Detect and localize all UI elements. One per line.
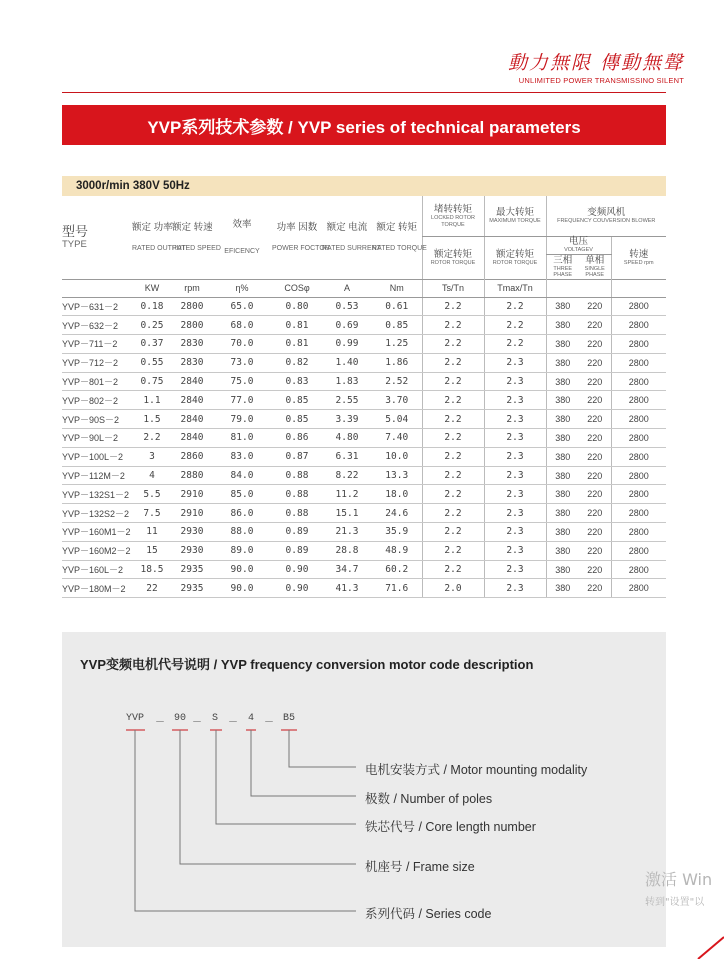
table-cell: 2880 xyxy=(172,466,212,485)
spec-condition-bar: 3000r/min 380V 50Hz xyxy=(62,176,666,196)
table-cell: 90.0 xyxy=(212,579,272,598)
table-cell: 4.80 xyxy=(322,429,372,448)
table-cell: 220 xyxy=(579,297,611,316)
table-cell: 71.6 xyxy=(372,579,422,598)
table-cell: 380 xyxy=(546,297,579,316)
code-sep-2: － xyxy=(192,718,202,729)
cell-type: YVP－90L－2 xyxy=(62,429,132,448)
table-cell: 2.55 xyxy=(322,391,372,410)
table-cell: 0.90 xyxy=(272,560,322,579)
table-cell: 22 xyxy=(132,579,172,598)
col-power-factor: 功率 因数 POWER FOCTOR xyxy=(272,196,322,279)
code-description-title: YVP变频电机代号说明 / YVP frequency conversion motor code description xyxy=(80,657,534,672)
col-blower-speed: 转速 SPEED rpm xyxy=(611,237,666,280)
unit-kw: KW xyxy=(132,279,172,297)
table-cell: 70.0 xyxy=(212,335,272,354)
table-cell: 0.89 xyxy=(272,541,322,560)
unit-rpm: rpm xyxy=(172,279,212,297)
col-efficiency: 效率 EFICENCY xyxy=(212,196,272,279)
table-cell: 220 xyxy=(579,410,611,429)
table-cell: 0.85 xyxy=(272,410,322,429)
table-cell: 0.25 xyxy=(132,316,172,335)
table-cell: 2.3 xyxy=(484,523,546,542)
table-cell: 2.2 xyxy=(422,391,484,410)
table-cell: 220 xyxy=(579,335,611,354)
table-cell: 1.5 xyxy=(132,410,172,429)
table-cell: 380 xyxy=(546,579,579,598)
table-cell: 1.83 xyxy=(322,372,372,391)
table-cell: 2.3 xyxy=(484,372,546,391)
table-cell: 73.0 xyxy=(212,353,272,372)
table-cell: 2935 xyxy=(172,579,212,598)
table-cell: 220 xyxy=(579,372,611,391)
table-cell: 0.61 xyxy=(372,297,422,316)
table-cell: 0.99 xyxy=(322,335,372,354)
code-sep-4: － xyxy=(264,718,274,729)
table-cell: 2.2 xyxy=(484,297,546,316)
table-cell: 220 xyxy=(579,560,611,579)
table-cell: 15.1 xyxy=(322,504,372,523)
code-part-frame: 90 xyxy=(174,713,187,724)
table-cell: 75.0 xyxy=(212,372,272,391)
legend-core: 铁芯代号 / Core length number xyxy=(365,820,536,834)
code-part-poles: 4 xyxy=(248,713,255,724)
table-cell: 77.0 xyxy=(212,391,272,410)
code-part-mounting: B5 xyxy=(283,713,296,724)
table-cell: 2.2 xyxy=(422,372,484,391)
col-voltage: 电压 VOLTAGEV xyxy=(546,237,611,255)
table-cell: 0.87 xyxy=(272,447,322,466)
table-cell: 35.9 xyxy=(372,523,422,542)
table-cell: 2.3 xyxy=(484,429,546,448)
table-cell: 79.0 xyxy=(212,410,272,429)
leader-core xyxy=(216,730,356,824)
watermark-line1: 激活 Win xyxy=(645,870,713,889)
table-cell: 83.0 xyxy=(212,447,272,466)
table-cell: 15 xyxy=(132,541,172,560)
table-cell: 220 xyxy=(579,316,611,335)
table-cell: 2.2 xyxy=(422,541,484,560)
table-cell: 4 xyxy=(132,466,172,485)
table-cell: 11.2 xyxy=(322,485,372,504)
table-cell: 0.83 xyxy=(272,372,322,391)
table-cell: 380 xyxy=(546,353,579,372)
table-cell: 7.5 xyxy=(132,504,172,523)
table-cell: 2.3 xyxy=(484,391,546,410)
table-cell: 21.3 xyxy=(322,523,372,542)
table-cell: 88.0 xyxy=(212,523,272,542)
table-cell: 34.7 xyxy=(322,560,372,579)
table-cell: 2.3 xyxy=(484,466,546,485)
table-cell: 220 xyxy=(579,447,611,466)
table-cell: 220 xyxy=(579,353,611,372)
watermark-line2: 转到"设置"以 xyxy=(645,897,705,908)
col-blower: 变频风机 FREQUENCY COUVERSION BLOWER xyxy=(546,196,666,237)
table-cell: 7.40 xyxy=(372,429,422,448)
table-cell: 0.85 xyxy=(372,316,422,335)
table-cell: 2.2 xyxy=(422,335,484,354)
table-cell: 2.2 xyxy=(422,504,484,523)
table-cell: 2.2 xyxy=(422,560,484,579)
table-cell: 2.2 xyxy=(422,429,484,448)
table-cell: 8.22 xyxy=(322,466,372,485)
table-cell: 380 xyxy=(546,372,579,391)
col-type: 型号 TYPE xyxy=(62,196,132,279)
table-cell: 5.04 xyxy=(372,410,422,429)
table-cell: 28.8 xyxy=(322,541,372,560)
brand-slogan-cn: 動力無限 傳動無聲 xyxy=(507,52,684,74)
table-cell: 2.3 xyxy=(484,410,546,429)
table-cell: 2800 xyxy=(611,466,666,485)
table-cell: 220 xyxy=(579,466,611,485)
table-cell: 2.2 xyxy=(422,447,484,466)
table-cell: 2.2 xyxy=(484,335,546,354)
table-cell: 18.5 xyxy=(132,560,172,579)
table-cell: 24.6 xyxy=(372,504,422,523)
table-cell: 380 xyxy=(546,541,579,560)
table-cell: 220 xyxy=(579,391,611,410)
leader-mounting xyxy=(289,730,356,767)
table-cell: 65.0 xyxy=(212,297,272,316)
table-cell: 2.0 xyxy=(422,579,484,598)
table-cell: 2840 xyxy=(172,391,212,410)
cell-type: YVP－132S1－2 xyxy=(62,485,132,504)
table-cell: 2.3 xyxy=(484,579,546,598)
col-rated-output: 额定 功率 RATED OUTPUT xyxy=(132,196,172,279)
table-cell: 85.0 xyxy=(212,485,272,504)
table-cell: 2800 xyxy=(611,391,666,410)
table-cell: 2.3 xyxy=(484,353,546,372)
table-cell: 2.2 xyxy=(422,466,484,485)
table-cell: 2930 xyxy=(172,523,212,542)
table-cell: 0.53 xyxy=(322,297,372,316)
table-cell: 220 xyxy=(579,523,611,542)
col-rated-speed: 额定 转速 RATED SPEED xyxy=(172,196,212,279)
table-cell: 2.52 xyxy=(372,372,422,391)
table-cell: 48.9 xyxy=(372,541,422,560)
table-cell: 380 xyxy=(546,523,579,542)
table-cell: 0.90 xyxy=(272,579,322,598)
table-cell: 60.2 xyxy=(372,560,422,579)
table-cell: 2.2 xyxy=(422,297,484,316)
table-cell: 2910 xyxy=(172,504,212,523)
table-cell: 2800 xyxy=(611,297,666,316)
table-cell: 68.0 xyxy=(212,316,272,335)
legend-mounting: 电机安装方式 / Motor mounting modality xyxy=(365,763,588,777)
table-cell: 380 xyxy=(546,410,579,429)
activation-watermark xyxy=(645,867,712,908)
corner-accent-icon xyxy=(694,937,724,959)
code-part-series: YVP xyxy=(126,713,145,724)
table-cell: 220 xyxy=(579,579,611,598)
table-cell: 2800 xyxy=(611,504,666,523)
table-cell: 86.0 xyxy=(212,504,272,523)
unit-nm: Nm xyxy=(372,279,422,297)
unit-cos: COSφ xyxy=(272,279,322,297)
table-cell: 2840 xyxy=(172,372,212,391)
table-cell: 5.5 xyxy=(132,485,172,504)
table-cell: 2800 xyxy=(611,579,666,598)
table-cell: 380 xyxy=(546,485,579,504)
table-cell: 2.3 xyxy=(484,560,546,579)
table-cell: 2800 xyxy=(611,447,666,466)
leader-frame xyxy=(180,730,356,864)
table-cell: 0.55 xyxy=(132,353,172,372)
table-cell: 6.31 xyxy=(322,447,372,466)
table-cell: 2.2 xyxy=(132,429,172,448)
table-cell: 1.1 xyxy=(132,391,172,410)
cell-type: YVP－100L－2 xyxy=(62,447,132,466)
table-cell: 220 xyxy=(579,504,611,523)
table-cell: 0.82 xyxy=(272,353,322,372)
cell-type: YVP－801－2 xyxy=(62,372,132,391)
code-sep-3: － xyxy=(228,718,238,729)
table-cell: 1.25 xyxy=(372,335,422,354)
table-cell: 2.2 xyxy=(422,523,484,542)
table-cell: 18.0 xyxy=(372,485,422,504)
leader-poles xyxy=(251,730,356,796)
table-cell: 10.0 xyxy=(372,447,422,466)
leader-series xyxy=(135,730,356,911)
table-cell: 2800 xyxy=(611,429,666,448)
table-cell: 2840 xyxy=(172,410,212,429)
table-cell: 2.3 xyxy=(484,541,546,560)
cell-type: YVP－802－2 xyxy=(62,391,132,410)
table-cell: 41.3 xyxy=(322,579,372,598)
legend-frame: 机座号 / Frame size xyxy=(365,860,475,874)
table-cell: 0.80 xyxy=(272,297,322,316)
table-cell: 84.0 xyxy=(212,466,272,485)
table-cell: 81.0 xyxy=(212,429,272,448)
table-cell: 2.2 xyxy=(422,485,484,504)
cell-type: YVP－112M－2 xyxy=(62,466,132,485)
table-cell: 220 xyxy=(579,429,611,448)
table-cell: 2.2 xyxy=(484,316,546,335)
table-cell: 1.86 xyxy=(372,353,422,372)
table-cell: 2.2 xyxy=(422,410,484,429)
table-cell: 0.88 xyxy=(272,466,322,485)
col-locked-torque: 堵转转矩 LOCKED ROTOR TORQUE xyxy=(422,196,484,237)
code-sep-1: － xyxy=(155,718,165,729)
table-cell: 3.39 xyxy=(322,410,372,429)
table-cell: 380 xyxy=(546,504,579,523)
table-cell: 2800 xyxy=(611,541,666,560)
table-cell: 2830 xyxy=(172,335,212,354)
cell-type: YVP－712－2 xyxy=(62,353,132,372)
cell-type: YVP－160M1－2 xyxy=(62,523,132,542)
cell-type: YVP－632－2 xyxy=(62,316,132,335)
table-cell: 2.3 xyxy=(484,485,546,504)
table-cell: 2800 xyxy=(611,523,666,542)
table-cell: 2800 xyxy=(172,297,212,316)
col-rated-torque: 额定 转矩 RATED TORQUE xyxy=(372,196,422,279)
table-cell: 2800 xyxy=(611,335,666,354)
table-cell: 0.69 xyxy=(322,316,372,335)
table-cell: 2800 xyxy=(172,316,212,335)
cell-type: YVP－160M2－2 xyxy=(62,541,132,560)
col-three-phase: 三相 THREE PHASE xyxy=(546,254,579,279)
col-rated-current: 额定 电流 RATED SURRENT xyxy=(322,196,372,279)
table-cell: 0.18 xyxy=(132,297,172,316)
unit-eff: η% xyxy=(212,279,272,297)
table-cell: 11 xyxy=(132,523,172,542)
table-cell: 2910 xyxy=(172,485,212,504)
table-cell: 220 xyxy=(579,485,611,504)
unit-ts: Ts/Tn xyxy=(422,279,484,297)
cell-type: YVP－132S2－2 xyxy=(62,504,132,523)
cell-type: YVP－180M－2 xyxy=(62,579,132,598)
table-cell: 2.2 xyxy=(422,316,484,335)
code-part-core: S xyxy=(212,713,219,724)
table-cell: 0.81 xyxy=(272,335,322,354)
table-cell: 220 xyxy=(579,541,611,560)
brand-slogan-en: UNLIMITED POWER TRANSMISSINO SILENT xyxy=(518,76,684,85)
table-cell: 0.75 xyxy=(132,372,172,391)
legend-poles: 极数 / Number of poles xyxy=(365,792,493,806)
cell-type: YVP－711－2 xyxy=(62,335,132,354)
table-cell: 3.70 xyxy=(372,391,422,410)
section-banner: YVP系列技术参数 / YVP series of technical parameters xyxy=(62,105,666,145)
unit-a: A xyxy=(322,279,372,297)
col-max-rotor: 额定转矩 ROTOR TORQUE xyxy=(484,237,546,280)
table-cell: 0.88 xyxy=(272,504,322,523)
table-cell: 89.0 xyxy=(212,541,272,560)
table-cell: 2800 xyxy=(611,560,666,579)
table-cell: 2800 xyxy=(611,316,666,335)
cell-type: YVP－160L－2 xyxy=(62,560,132,579)
table-cell: 3 xyxy=(132,447,172,466)
table-cell: 90.0 xyxy=(212,560,272,579)
table-cell: 380 xyxy=(546,391,579,410)
table-cell: 380 xyxy=(546,316,579,335)
unit-tmax: Tmax/Tn xyxy=(484,279,546,297)
col-locked-rotor: 额定转矩 ROTOR TORQUE xyxy=(422,237,484,280)
cell-type: YVP－631－2 xyxy=(62,297,132,316)
table-cell: 13.3 xyxy=(372,466,422,485)
table-cell: 2830 xyxy=(172,353,212,372)
table-cell: 0.88 xyxy=(272,485,322,504)
table-cell: 0.37 xyxy=(132,335,172,354)
col-max-torque: 最大转矩 MAXIMUM TORQUE xyxy=(484,196,546,237)
table-cell: 2800 xyxy=(611,372,666,391)
table-cell: 2.3 xyxy=(484,447,546,466)
table-cell: 2.3 xyxy=(484,504,546,523)
table-cell: 0.81 xyxy=(272,316,322,335)
legend-series: 系列代码 / Series code xyxy=(365,907,492,921)
table-cell: 2.2 xyxy=(422,353,484,372)
table-cell: 380 xyxy=(546,560,579,579)
cell-type: YVP－90S－2 xyxy=(62,410,132,429)
table-cell: 2800 xyxy=(611,353,666,372)
table-cell: 380 xyxy=(546,335,579,354)
table-cell: 0.85 xyxy=(272,391,322,410)
table-cell: 2930 xyxy=(172,541,212,560)
table-cell: 0.86 xyxy=(272,429,322,448)
col-single-phase: 单相 SINGLE PHASE xyxy=(584,254,605,278)
table-cell: 2935 xyxy=(172,560,212,579)
table-cell: 380 xyxy=(546,447,579,466)
table-cell: 2840 xyxy=(172,429,212,448)
table-cell: 380 xyxy=(546,429,579,448)
table-cell: 2800 xyxy=(611,485,666,504)
table-cell: 2800 xyxy=(611,410,666,429)
table-cell: 0.89 xyxy=(272,523,322,542)
table-cell: 380 xyxy=(546,466,579,485)
table-cell: 2860 xyxy=(172,447,212,466)
table-cell: 1.40 xyxy=(322,353,372,372)
